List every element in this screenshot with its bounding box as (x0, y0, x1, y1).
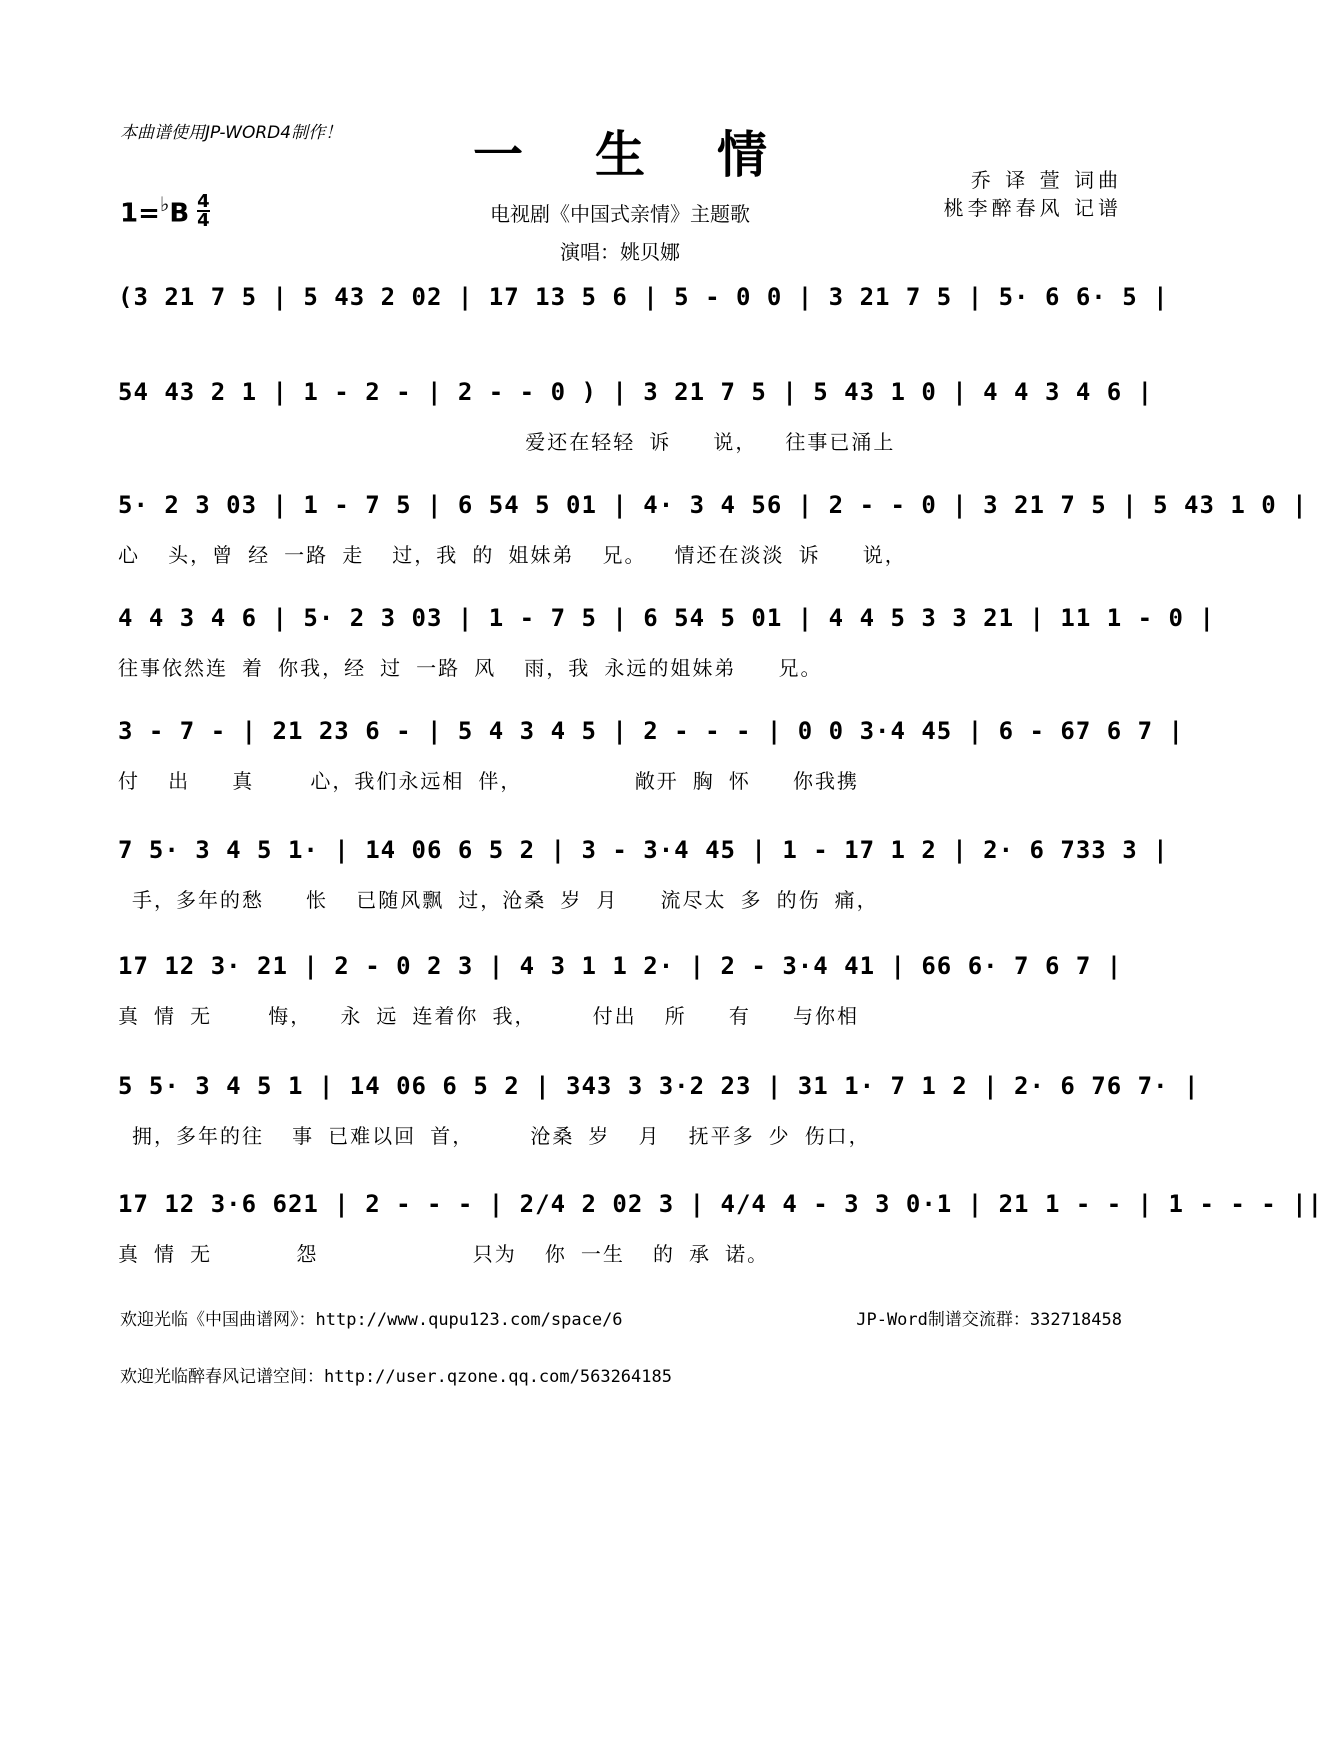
lyricist-composer: 乔 译 萱 词曲 (970, 168, 1122, 192)
score-line-6 (118, 836, 1169, 946)
lyrics: 真 情 无 悔， 永 远 连着你 我， 付出 所 有 与你相 (118, 1004, 859, 1028)
footer-group: JP-Word制谱交流群：332718458 (856, 1310, 1122, 1330)
score-line-9 (118, 1190, 1323, 1300)
subtitle: 电视剧《中国式亲情》主题歌 (490, 202, 750, 226)
lyrics: 拥，多年的往 事 已难以回 首， 沧桑 岁 月 抚平多 少 伤口， (118, 1124, 871, 1148)
credit-note: 本曲谱使用JP-WORD4制作！ (120, 123, 343, 143)
lyrics: 心 头，曾 经 一路 走 过，我 的 姐妹弟 兄。 情还在淡淡 诉 说， (118, 543, 907, 567)
score-line-7 (118, 952, 1130, 1062)
notation: 5· 2 3 03 | 1 - 7 5 | 6 54 5 01 | 4· 3 4 56 | 2 - - 0 | 3 21 7 5 | 5 43 1 0 | (118, 491, 1308, 519)
notation: 5 5· 3 4 5 1 | 14 06 6 5 2 | 343 3 3·2 23 | 31 1· 7 1 2 | 2· 6 76 7· | (118, 1072, 1200, 1100)
lyrics: 爱还在轻轻 诉 说， 往事已涌上 (118, 430, 896, 454)
notation: 17 12 3· 21 | 2 - 0 2 3 | 4 3 1 1 2· | 2 - 3·4 41 | 66 6· 7 6 7 | (118, 952, 1123, 980)
footer-site-link[interactable]: 欢迎光临《中国曲谱网》：http://www.qupu123.com/space/6 (120, 1310, 623, 1330)
time-top: 4 (197, 191, 210, 212)
lyrics: 付 出 真 心，我们永远相 伴， 敞开 胸 怀 你我携 (118, 769, 859, 793)
score-line-8 (118, 1072, 1200, 1182)
notation: 54 43 2 1 | 1 - 2 - | 2 - - 0 ) | 3 21 7 5 | 5 43 1 0 | 4 4 3 4 6 | (118, 378, 1154, 406)
time-signature (197, 193, 210, 229)
key-prefix: 1= (120, 198, 160, 229)
lyrics: 手，多年的愁 怅 已随风飘 过，沧桑 岁 月 流尽太 多 的伤 痛， (118, 888, 879, 912)
notation: (3 21 7 5 | 5 43 2 02 | 17 13 5 6 | 5 - 0 0 | 3 21 7 5 | 5· 6 6· 5 | (118, 283, 1169, 311)
time-bottom: 4 (197, 210, 210, 231)
notation: 17 12 3·6 621 | 2 - - - | 2/4 2 02 3 | 4/4 4 - 3 3 0·1 | 21 1 - - | 1 - - - || (118, 1190, 1323, 1218)
notation: 3 - 7 - | 21 23 6 - | 5 4 3 4 5 | 2 - - - | 0 0 3·4 45 | 6 - 67 6 7 | (118, 717, 1184, 745)
footer-space-link[interactable]: 欢迎光临醉春风记谱空间：http://user.qzone.qq.com/563264185 (120, 1367, 672, 1387)
singer: 演唱：姚贝娜 (560, 240, 680, 264)
score-line-4 (118, 604, 1215, 714)
score-line-3 (118, 491, 1308, 601)
score-line-2 (118, 378, 1154, 488)
notation: 7 5· 3 4 5 1· | 14 06 6 5 2 | 3 - 3·4 45 | 1 - 17 1 2 | 2· 6 733 3 | (118, 836, 1169, 864)
flat-icon: ♭ (159, 192, 170, 216)
key-note: B (169, 198, 190, 229)
page-title: 一生情 (473, 125, 839, 184)
notation: 4 4 3 4 6 | 5· 2 3 03 | 1 - 7 5 | 6 54 5 01 | 4 4 5 3 3 21 | 11 1 - 0 | (118, 604, 1215, 632)
credits (944, 166, 1122, 222)
lyrics: 真 情 无 怨 只为 你 一生 的 承 诺。 (118, 1242, 770, 1266)
lyrics: 往事依然连 着 你我，经 过 一路 风 雨，我 永远的姐妹弟 兄。 (118, 656, 823, 680)
score-line-5 (118, 717, 1184, 827)
transcriber: 桃李醉春风 记谱 (943, 196, 1122, 220)
key-signature (120, 191, 210, 232)
score-line-1 (118, 283, 1169, 393)
